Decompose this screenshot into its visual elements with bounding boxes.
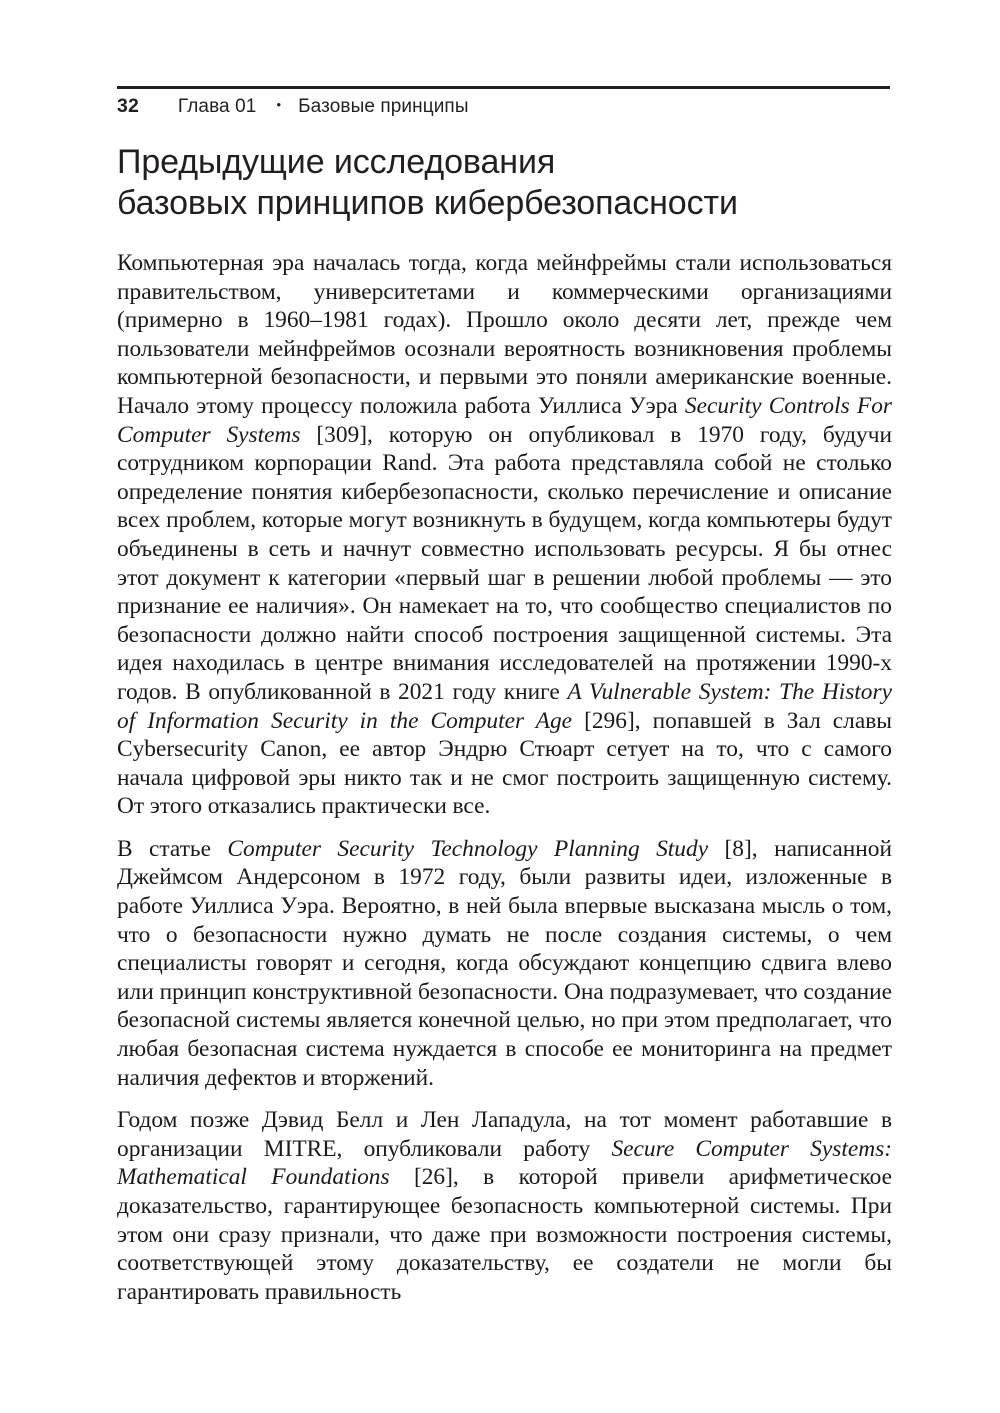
paragraph-2-text-part-1: В статье bbox=[117, 835, 228, 862]
page-title-line-2: базовых принципов кибербезопасности bbox=[117, 184, 738, 222]
running-head-line bbox=[117, 95, 890, 118]
paragraph-2-text-part-2: [8], написанной Джеймсом Андерсоном в 1972 году, были развиты идеи, изложенные в работе Уиллиса Уэра. Вероятно, в ней была впервые высказана мысль о том, что о безопасности нужно думать не после создания системы, о чем специалисты говорят и сегодня, когда обсуждают концепцию сдвига влево или принцип конструктивной безопасности. Она подразумевает, что создание безопасной системы является конечной целью, но при этом предполагает, что любая безопасная система нуждается в способе ее мониторинга на предмет наличия дефектов и вторжений. bbox=[117, 835, 892, 1091]
header-rule-divider bbox=[117, 86, 890, 89]
paragraph-3-text-part-1: Годом позже Дэвид Белл и Лен Лападула, на тот момент работавшие в организации MITRE, опубликовали работу bbox=[117, 1107, 892, 1162]
work-title-computer-security-technology-planning-study: Computer Security Technology Planning Study bbox=[227, 835, 709, 862]
page-number: 32 bbox=[117, 95, 139, 117]
running-head bbox=[117, 86, 890, 118]
page-title bbox=[117, 142, 917, 224]
paragraph-1-text-part-2: [309], которую он опубликовал в 1970 году, будучи сотрудником корпорации Rand. Эта работа представляла собой не столько определение понятия кибербезопасности, сколько перечисление и описание всех проблем, которые могут возникнуть в будущем, когда компьютеры будут объединены в сеть и начнут совместно использовать ресурсы. Я бы отнес этот документ к категории «первый шаг в решении любой проблемы — это признание ее наличия». Он намекает на то, что сообщество специалистов по безопасности должно найти способ построения защищенной системы. Эта идея находилась в центре внимания исследователей на протяжении 1990-х годов. В опубликованной в 2021 году книге bbox=[117, 421, 892, 705]
paragraph-2 bbox=[117, 835, 892, 1092]
work-title-a-vulnerable-system: A Vulnerable System: The History of Information Security in the Computer Age bbox=[117, 678, 892, 734]
chapter-label: Глава 01 bbox=[177, 96, 257, 117]
paragraph-1-text-part-1: Компьютерная эра началась тогда, когда мейнфреймы стали использоваться правительством, университетами и коммерческими организациями (примерно в 1960–1981 годах). Прошло около десяти лет, прежде чем пользователи мейнфреймов осознали вероятность возникновения проблемы компьютерной безопасности, и первыми это поняли американские военные. Начало этому процессу положила работа Уиллиса Уэра bbox=[117, 250, 892, 419]
paragraph-1-text-part-3: [296], попавшей в Зал славы Cybersecurity Canon, ее автор Эндрю Стюарт сетует на то, что с самого начала цифровой эры никто так и не смог построить защищенную систему. От этого отказались практически все. bbox=[117, 707, 892, 820]
work-title-security-controls: Security Controls For Computer Systems bbox=[117, 392, 892, 448]
paragraph-1 bbox=[117, 249, 892, 821]
page-title-line-1: Предыдущие исследования bbox=[117, 143, 556, 181]
paragraph-3 bbox=[117, 1106, 892, 1306]
body-text-column bbox=[117, 249, 892, 1306]
work-title-secure-computer-systems: Secure Computer Systems: Mathematical Foundations bbox=[117, 1135, 892, 1191]
paragraph-3-text-part-2: [26], в которой привели арифметическое доказательство, гарантирующее безопасность компьютерной системы. При этом они сразу признали, что даже при возможности построения системы, соответствующей этому доказательству, ее создатели не могли бы гарантировать правильность bbox=[117, 1164, 892, 1305]
bullet-separator-icon: • bbox=[276, 97, 282, 112]
chapter-title: Базовые принципы bbox=[298, 96, 469, 117]
